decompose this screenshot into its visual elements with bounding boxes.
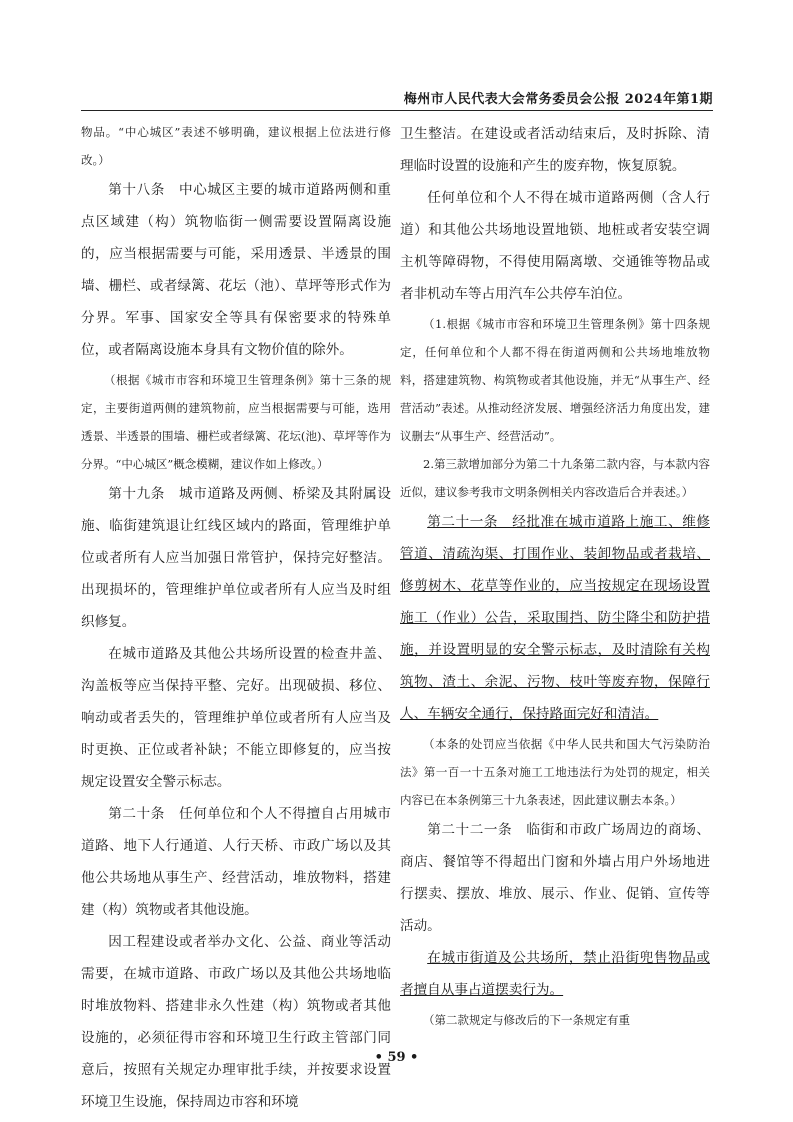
- page-header: 梅州市人民代表大会常务委员会公报 2024年第1期: [403, 92, 713, 107]
- note-article-18: （根据《城市市容和环境卫生管理条例》第十三条的规定，主要街道两侧的建筑物前，应当根据需要与可能，选用透景、半透景的围墙、栅栏或者绿篱、花坛(池)、草坪等作为分界。“中心城区”概念模糊，建议作如上修改。）: [81, 373, 391, 471]
- article-19-para-2: 在城市道路及其他公共场所设置的检查井盖、沟盖板等应当保持平整、完好。出现破损、移位、响动或者丢失的，管理维护单位或者所有人应当及时更换、正位或者补缺；不能立即修复的，应当按规定设置安全警示标志。: [81, 646, 391, 790]
- article-21-deleted: 第二十一条 经批准在城市道路上施工、维修管道、清疏沟渠、打围作业、装卸物品或者栽培、修剪树木、花草等作业的，应当按规定在现场设置施工（作业）公告，采取围挡、防尘降尘和防护措施，并设置明显的安全警示标志，及时清除有关构筑物、渣土、余泥、污物、枝叶等废弃物，保障行人、车辆安全通行，保持路面完好和清洁。: [400, 514, 710, 722]
- note-article-21: （本条的处罚应当依据《中华人民共和国大气污染防治法》第一百一十五条对施工工地违法行为处罚的规定，相关内容已在本条例第三十九条表述，因此建议删去本条。）: [400, 737, 710, 807]
- article-18: 第十八条 中心城区主要的城市道路两侧和重点区域建（构）筑物临街一侧需要设置隔离设施的，应当根据需要与可能，采用透景、半透景的围墙、栅栏、或者绿篱、花坛（池）、草坪等形式作为分界。军事、国家安全等具有保密要求的特殊单位，或者隔离设施本身具有文物价值的除外。: [81, 182, 391, 358]
- left-column: [81, 118, 391, 1118]
- article-22-para-2-deleted: 在城市街道及公共场所，禁止沿街兜售物品或者擅自从事占道摆卖行为。: [400, 950, 710, 998]
- article-20-para-2-cont: 卫生整洁。在建设或者活动结束后，及时拆除、清理临时设置的设施和产生的废弃物，恢复原貌。: [400, 126, 710, 174]
- right-column: [400, 118, 710, 1034]
- note-article-22: （第二款规定与修改后的下一条规定有重: [423, 1013, 630, 1027]
- article-19: 第十九条 城市道路及两侧、桥梁及其附属设施、临街建筑退让红线区域内的路面，管理维护单位或者所有人应当加强日常管护，保持完好整洁。出现损坏的，管理维护单位或者所有人应当及时组织修复。: [81, 486, 391, 630]
- article-20-para-3: 任何单位和个人不得在城市道路两侧（含人行道）和其他公共场地设置地锁、地桩或者安装空调主机等障碍物，不得使用隔离墩、交通锥等物品或者非机动车等占用汽车公共停车泊位。: [400, 190, 710, 302]
- article-22: 第二十二一条 临街和市政广场周边的商场、商店、餐馆等不得超出门窗和外墙占用户外场地进行摆卖、摆放、堆放、展示、作业、促销、宣传等活动。: [400, 822, 710, 934]
- note-article-20-1: （1.根据《城市市容和环境卫生管理条例》第十四条规定，任何单位和个人都不得在街道两侧和公共场地堆放物料，搭建建筑物、构筑物或者其他设施，并无“从事生产、经营活动”表述。从推动经济发展、增强经济活力角度出发，建议删去“从事生产、经营活动”。: [400, 317, 710, 443]
- note-article-20-2: 2.第三款增加部分为第二十九条第二款内容，与本款内容近似，建议参考我市文明条例相关内容改造后合并表述。）: [400, 457, 710, 499]
- page-number: • 59 •: [374, 1050, 419, 1065]
- note-continuation: 物品。“中心城区”表述不够明确，建议根据上位法进行修改。）: [81, 125, 391, 167]
- article-20-para-2: 因工程建设或者举办文化、公益、商业等活动需要，在城市道路、市政广场以及其他公共场地临时堆放物料、搭建非永久性建（构）筑物或者其他设施的，必须征得市容和环境卫生行政主管部门同意后，按照有关规定办理审批手续，并按要求设置环境卫生设施，保持周边市容和环境: [81, 934, 391, 1110]
- article-20: 第二十条 任何单位和个人不得擅自占用城市道路、地下人行通道、人行天桥、市政广场以及其他公共场地从事生产、经营活动，堆放物料，搭建建（构）筑物或者其他设施。: [81, 806, 391, 918]
- header-rule: [81, 110, 713, 111]
